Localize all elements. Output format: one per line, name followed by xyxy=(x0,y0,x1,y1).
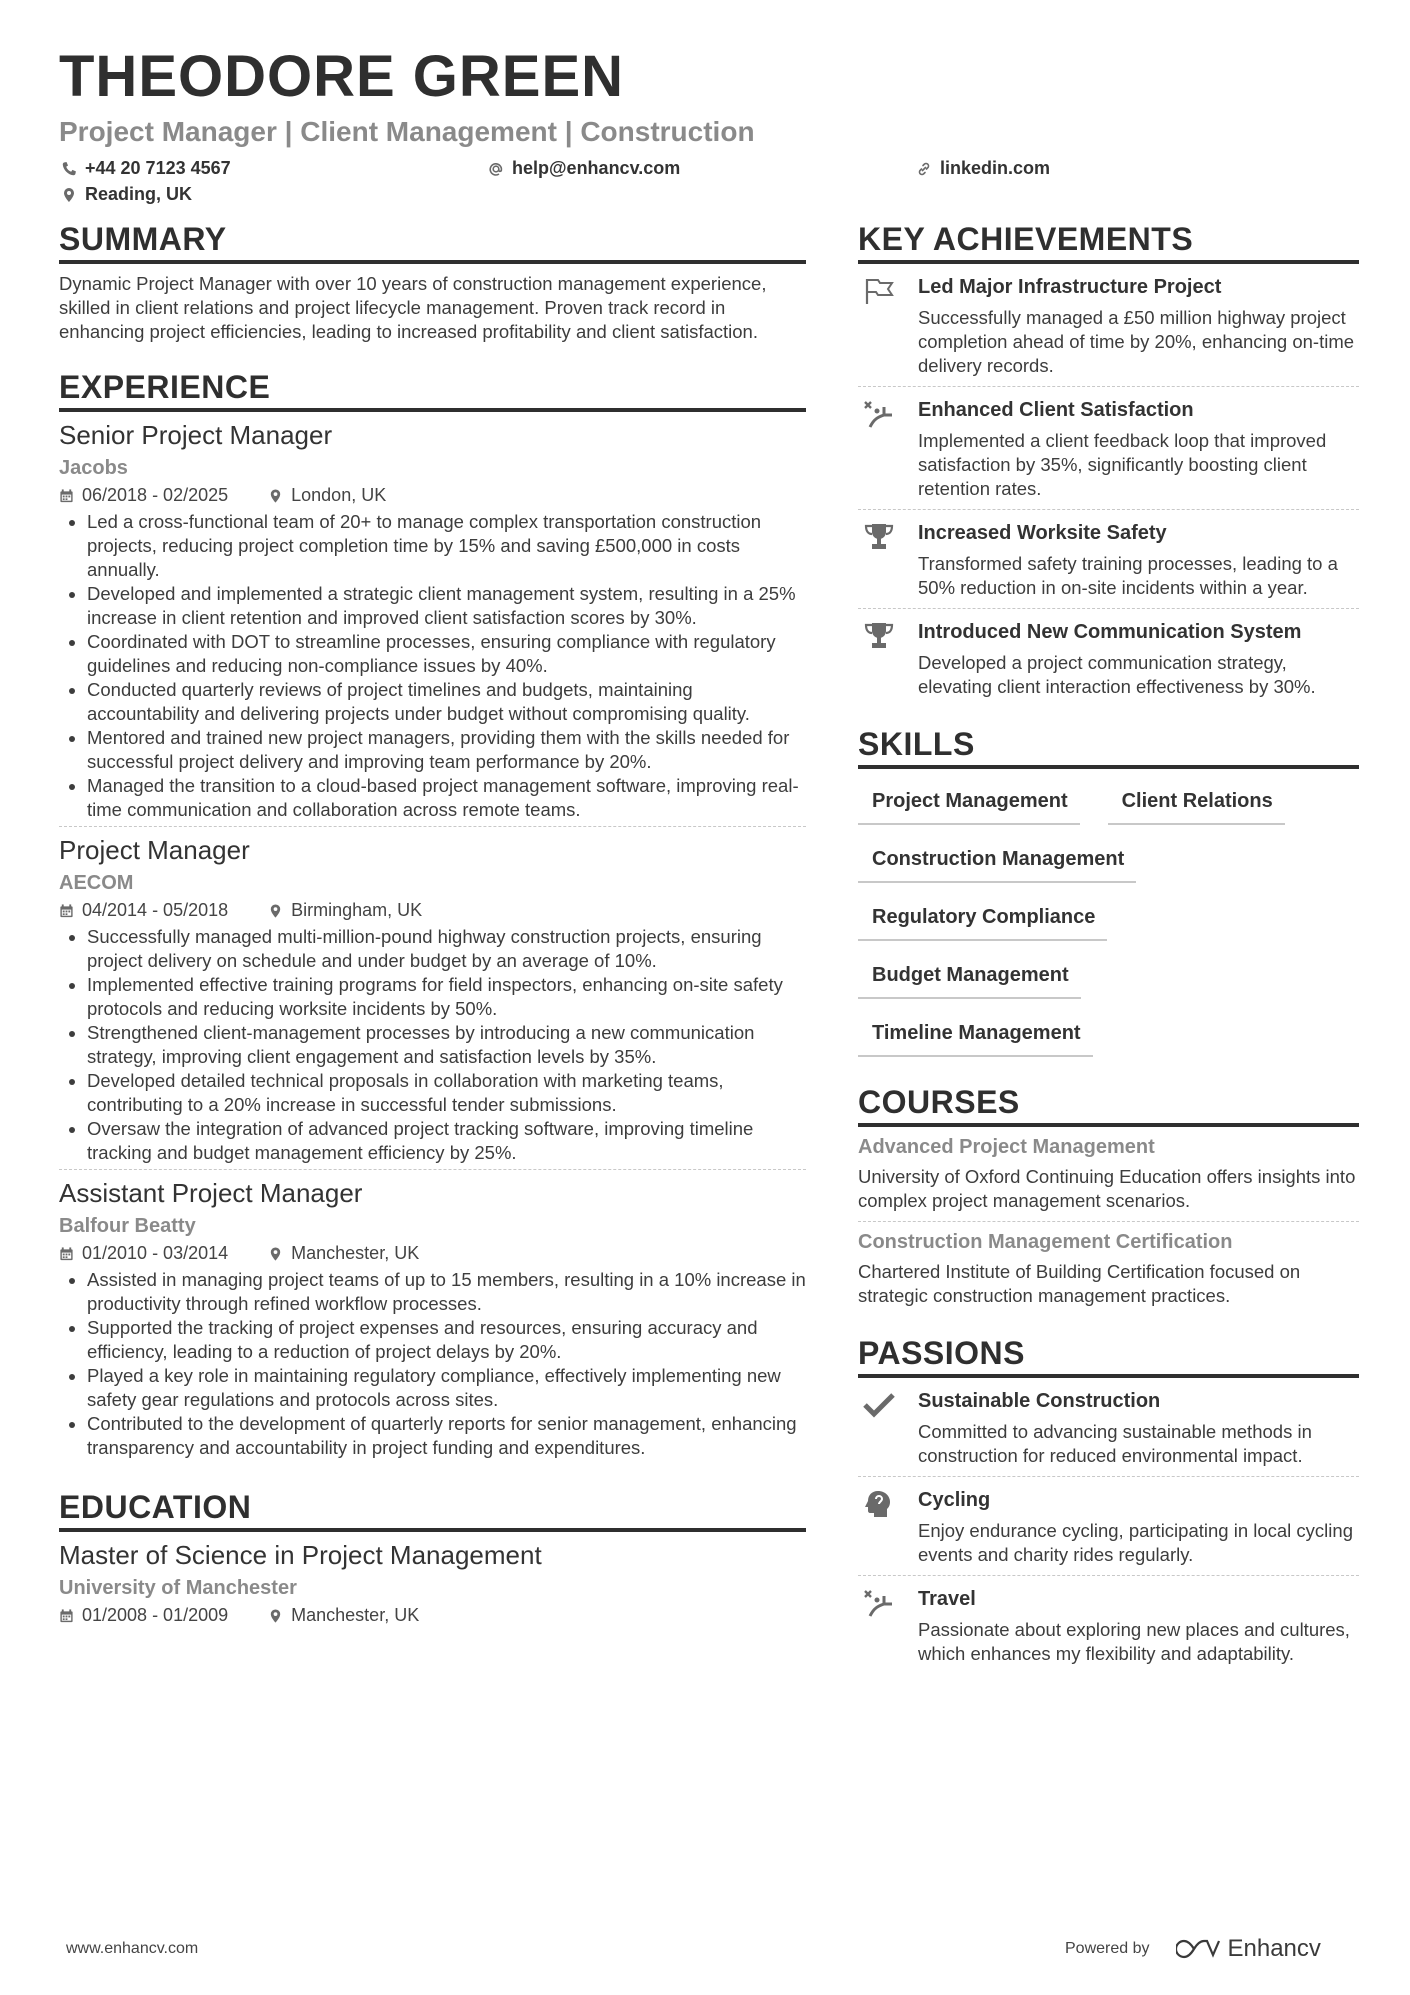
job-bullets xyxy=(59,510,806,822)
bullet-item: • Led a cross-functional team of 20+ to manage complex transportation construction projects, reducing project completion time by 15% and saving £500,000 in costs annually. xyxy=(87,510,806,582)
link-icon xyxy=(916,161,932,177)
courses-heading: COURSES xyxy=(858,1083,1359,1127)
location-pin-icon xyxy=(268,903,283,918)
skill-tag: Project Management xyxy=(858,775,1080,825)
contact-linkedin[interactable] xyxy=(916,158,1050,179)
job-dates: 06/2018 - 02/2025 xyxy=(82,485,229,505)
bullet-item: • Mentored and trained new project managers, providing them with the skills needed for successful project delivery and improving team performance by 20%. xyxy=(87,726,806,774)
achievement-title: Introduced New Communication System xyxy=(918,621,1302,643)
achievement-desc: Developed a project communication strategy, elevating client interaction effectiveness by 30%. xyxy=(918,652,1316,697)
job-bullets xyxy=(59,925,806,1165)
head-icon xyxy=(858,1487,900,1567)
education-entry xyxy=(59,1540,806,1630)
contact-location xyxy=(61,184,192,205)
passion-item xyxy=(858,1477,1359,1576)
powered-by-label: Powered by xyxy=(1065,1940,1150,1957)
summary-heading: SUMMARY xyxy=(59,220,806,264)
company-name: Balfour Beatty xyxy=(59,1215,196,1237)
achievement-item xyxy=(858,609,1359,707)
passion-desc: Enjoy endurance cycling, participating in local cycling events and charity rides regularly. xyxy=(918,1520,1353,1565)
course-item xyxy=(858,1222,1359,1316)
course-title: Construction Management Certification xyxy=(858,1231,1233,1253)
calendar-icon xyxy=(59,1608,74,1623)
footer-brand xyxy=(1065,1935,1321,1963)
course-item xyxy=(858,1127,1359,1222)
bullet-item: • Assisted in managing project teams of up to 15 members, resulting in a 10% increase in productivity through refined workflow processes. xyxy=(87,1268,806,1316)
degree-title: Master of Science in Project Management xyxy=(59,1540,542,1570)
bullet-item: • Strengthened client-management processes by introducing a new communication strategy, improving client engagement and satisfaction levels by 35%. xyxy=(87,1021,806,1069)
job-location: Birmingham, UK xyxy=(291,900,423,920)
job-entry xyxy=(59,420,806,827)
passion-title: Cycling xyxy=(918,1489,991,1511)
trophy-icon xyxy=(858,520,900,600)
bullet-item: • Played a key role in maintaining regulatory compliance, effectively implementing new safety gear regulations and protocols across sites. xyxy=(87,1364,806,1412)
location-pin-icon xyxy=(268,1608,283,1623)
passion-item xyxy=(858,1576,1359,1674)
calendar-icon xyxy=(59,903,74,918)
candidate-name: THEODORE GREEN xyxy=(59,44,625,109)
bullet-item: • Coordinated with DOT to streamline processes, ensuring compliance with regulatory guidelines and reducing non-compliance issues by 40%. xyxy=(87,630,806,678)
job-location: Manchester, UK xyxy=(291,1243,420,1263)
calendar-icon xyxy=(59,1246,74,1261)
summary-text: Dynamic Project Manager with over 10 years of construction management experience, skilled in client relations and project lifecycle management. Proven track record in enhancing project efficiencies, leading to increased profitability and client satisfaction. xyxy=(59,273,767,342)
email-text: help@enhancv.com xyxy=(512,158,681,178)
job-entry xyxy=(59,835,806,1170)
job-title: Project Manager xyxy=(59,835,250,865)
linkedin-text: linkedin.com xyxy=(940,158,1051,178)
phone-icon xyxy=(61,161,77,177)
education-dates: 01/2008 - 01/2009 xyxy=(82,1605,229,1625)
bullet-item: • Managed the transition to a cloud-based project management software, improving real-time communication and collaboration across remote teams. xyxy=(87,774,806,822)
strategy-icon xyxy=(858,1586,900,1666)
course-desc: University of Oxford Continuing Education offers insights into complex project management scenarios. xyxy=(858,1166,1356,1211)
strategy-icon xyxy=(858,397,900,501)
passion-desc: Passionate about exploring new places and cultures, which enhances my flexibility and adaptability. xyxy=(918,1619,1350,1664)
location-pin-icon xyxy=(268,488,283,503)
calendar-icon xyxy=(59,488,74,503)
job-entry xyxy=(59,1178,806,1464)
bullet-item: • Implemented effective training programs for field inspectors, enhancing on-site safety protocols and reducing worksite incidents by 50%. xyxy=(87,973,806,1021)
education-heading: EDUCATION xyxy=(59,1488,806,1532)
enhancv-logo[interactable] xyxy=(1176,1935,1321,1963)
skill-tag: Budget Management xyxy=(858,949,1081,999)
location-pin-icon xyxy=(268,1246,283,1261)
course-title: Advanced Project Management xyxy=(858,1136,1155,1158)
achievement-item xyxy=(858,387,1359,510)
school-name: University of Manchester xyxy=(59,1577,297,1599)
enhancv-logo-text: Enhancv xyxy=(1227,1935,1321,1962)
bullet-item: • Oversaw the integration of advanced project tracking software, improving timeline tracking and budget management efficiency by 25%. xyxy=(87,1117,806,1165)
trophy-icon xyxy=(858,619,900,699)
check-icon xyxy=(858,1388,900,1468)
skill-tag: Timeline Management xyxy=(858,1007,1093,1057)
job-dates: 04/2014 - 05/2018 xyxy=(82,900,229,920)
education-location: Manchester, UK xyxy=(291,1605,420,1625)
bullet-item: • Developed detailed technical proposals in collaboration with marketing teams, contributing to a 20% increase in successful tender submissions. xyxy=(87,1069,806,1117)
contact-phone[interactable] xyxy=(61,158,231,179)
enhancv-logo-icon xyxy=(1176,1938,1220,1960)
passion-item xyxy=(858,1378,1359,1477)
achievement-desc: Transformed safety training processes, leading to a 50% reduction in on-site incidents within a year. xyxy=(918,553,1338,598)
company-name: Jacobs xyxy=(59,457,128,479)
job-meta xyxy=(59,1242,806,1264)
skill-tag: Client Relations xyxy=(1108,775,1285,825)
course-desc: Chartered Institute of Building Certification focused on strategic construction management practices. xyxy=(858,1261,1301,1306)
resume-header xyxy=(59,44,1359,210)
achievement-title: Enhanced Client Satisfaction xyxy=(918,399,1194,421)
contact-email[interactable] xyxy=(488,158,680,179)
achievement-item xyxy=(858,510,1359,609)
contact-info xyxy=(59,154,1359,210)
skills-heading: SKILLS xyxy=(858,725,1359,769)
bullet-item: • Supported the tracking of project expenses and resources, ensuring accuracy and efficiency, leading to a reduction of project delays by 20%. xyxy=(87,1316,806,1364)
job-meta xyxy=(59,484,806,506)
achievement-item xyxy=(858,264,1359,387)
experience-heading: EXPERIENCE xyxy=(59,368,806,412)
achievement-title: Increased Worksite Safety xyxy=(918,522,1167,544)
passion-title: Travel xyxy=(918,1588,976,1610)
achievement-desc: Implemented a client feedback loop that improved satisfaction by 35%, significantly boosting client retention rates. xyxy=(918,430,1327,499)
job-bullets xyxy=(59,1268,806,1460)
at-icon xyxy=(488,161,504,177)
job-dates: 01/2010 - 03/2014 xyxy=(82,1243,229,1263)
bullet-item: • Developed and implemented a strategic client management system, resulting in a 25% increase in client retention and improved client satisfaction scores by 30%. xyxy=(87,582,806,630)
skill-tag: Construction Management xyxy=(858,833,1136,883)
company-name: AECOM xyxy=(59,872,134,894)
location-pin-icon xyxy=(61,187,77,203)
bullet-item: • Successfully managed multi-million-pound highway construction projects, ensuring project delivery on schedule and under budget by an average of 10%. xyxy=(87,925,806,973)
job-meta xyxy=(59,899,806,921)
phone-text: +44 20 7123 4567 xyxy=(85,158,231,178)
job-title: Assistant Project Manager xyxy=(59,1178,363,1208)
bullet-item: • Conducted quarterly reviews of project timelines and budgets, maintaining accountability and delivering projects under budget without compromising quality. xyxy=(87,678,806,726)
skill-tag: Regulatory Compliance xyxy=(858,891,1107,941)
bullet-item: • Contributed to the development of quarterly reports for senior management, enhancing transparency and accountability in project funding and expenditures. xyxy=(87,1412,806,1460)
achievements-heading: KEY ACHIEVEMENTS xyxy=(858,220,1359,264)
passions-heading: PASSIONS xyxy=(858,1334,1359,1378)
skills-list xyxy=(858,775,1338,1065)
achievement-title: Led Major Infrastructure Project xyxy=(918,276,1222,298)
footer-website[interactable]: www.enhancv.com xyxy=(66,1940,199,1957)
right-column xyxy=(858,220,1359,1674)
job-title: Senior Project Manager xyxy=(59,420,333,450)
passion-title: Sustainable Construction xyxy=(918,1390,1161,1412)
left-column xyxy=(59,220,806,1630)
achievement-desc: Successfully managed a £50 million highway project completion ahead of time by 20%, enhancing on-time delivery records. xyxy=(918,307,1355,376)
flag-icon xyxy=(858,274,900,378)
candidate-title: Project Manager | Client Management | Construction xyxy=(59,116,755,147)
job-location: London, UK xyxy=(291,485,387,505)
education-meta xyxy=(59,1604,806,1626)
passion-desc: Committed to advancing sustainable methods in construction for reduced environmental impact. xyxy=(918,1421,1312,1466)
location-text: Reading, UK xyxy=(85,184,193,204)
